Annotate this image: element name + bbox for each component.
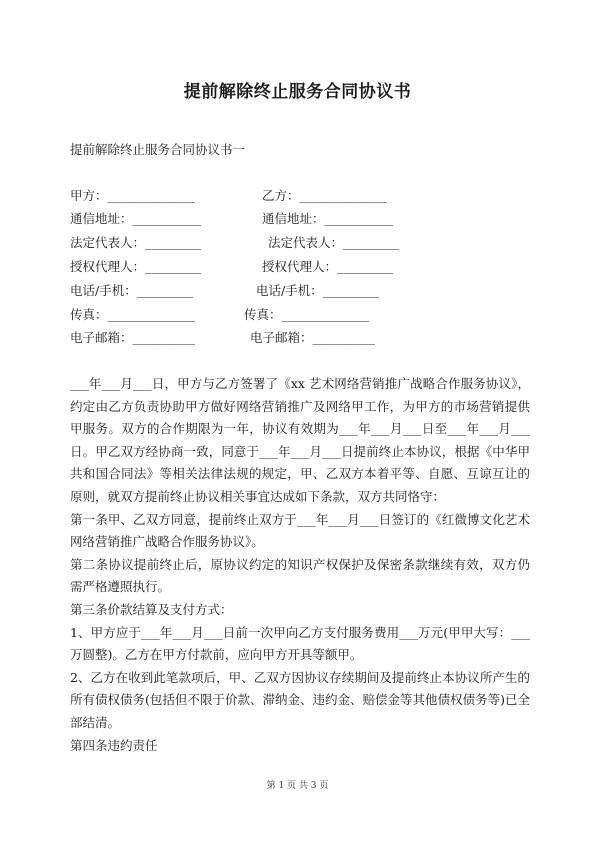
document-subtitle: 提前解除终止服务合同协议书一 [70, 142, 246, 157]
party-row-name [70, 186, 540, 204]
party-row-address [70, 209, 540, 227]
party-a-email: 电子邮箱：__________ [70, 330, 196, 345]
party-a-name: 甲方：______________ [70, 188, 196, 203]
article-4-heading: 第四条违约责任 [70, 737, 158, 753]
party-row-legal-rep [70, 233, 540, 251]
page-number-footer: 第 1 页 共 3 页 [266, 781, 329, 791]
party-a-fax: 传真：______________ [70, 307, 196, 322]
party-row-phone [70, 281, 540, 299]
article-3-clause-2: 2、乙方在收到此笔款项后，甲、乙双方因协议存续期间及提前终止本协议所产生的所有债权债务(包括但不限于价款、滞纳金、违约金、赔偿金等其他债权债务等)已全部结清。 [70, 669, 530, 730]
party-b-email: 电子邮箱：__________ [250, 330, 376, 345]
party-b-agent: 授权代理人：_________ [262, 259, 394, 274]
party-a-agent: 授权代理人：_________ [70, 259, 202, 274]
preamble-paragraph: ___年___月___日，甲方与乙方签署了《xx 艺术网络营销推广战略合作服务协议》，约定由乙方负责协助甲方做好网络营销推广及网络甲工作，为甲方的市场营销提供甲服务。双方的合作期限为一年，协议有效期为___年___月___日至___年___月___日。甲乙双方经协商一致，同意于___年___月___日提前终止本协议，根据《中华甲共和国合同法》等相关法律法规的规定，甲、乙双方本着平等、自愿、互谅互让的原则，就双方提前终止协议相关事宜达成如下条款，双方共同恪守： [70, 376, 530, 504]
party-b-address: 通信地址：___________ [262, 211, 394, 226]
article-3-clause-1: 1、甲方应于___年___月___日前一次甲向乙方支付服务费用___万元(甲甲大写：___万圆整)。乙方在甲方付款前，应向甲方开具等额甲。 [70, 624, 530, 663]
party-row-email [70, 328, 540, 346]
party-b-phone: 电话/手机：_________ [256, 283, 379, 298]
party-row-agent [70, 257, 540, 275]
document-title: 提前解除终止服务合同协议书 [183, 82, 412, 102]
party-b-legal-rep: 法定代表人：_________ [268, 235, 400, 250]
article-1-paragraph: 第一条甲、乙双方同意，提前终止双方于___年___月___日签订的《红微博文化艺术网络营销推广战略合作服务协议》。 [70, 511, 530, 550]
party-b-name: 乙方：______________ [262, 188, 388, 203]
article-3-heading: 第三条价款结算及支付方式： [70, 601, 233, 617]
party-b-fax: 传真：______________ [244, 307, 370, 322]
party-row-fax [70, 305, 540, 323]
party-a-address: 通信地址：___________ [70, 211, 202, 226]
article-2-paragraph: 第二条协议提前终止后，原协议约定的知识产权保护及保密条款继续有效，双方仍需严格遵照执行。 [70, 556, 530, 595]
party-a-phone: 电话/手机：_________ [70, 283, 193, 298]
contract-body [70, 373, 530, 757]
party-a-legal-rep: 法定代表人：_________ [70, 235, 202, 250]
